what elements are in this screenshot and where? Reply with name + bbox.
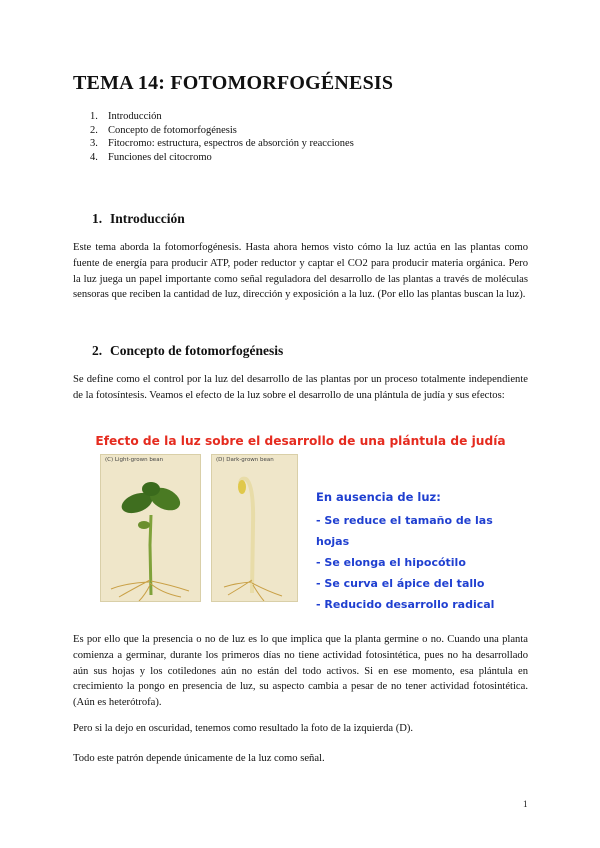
section-2-paragraph: Se define como el control por la luz del desarrollo de las plantas por un proceso totalmente independiente de la fotosíntesis. Veamos el efecto de la luz sobre el desarrollo de una plántula de judía y sus efectos: — [73, 374, 528, 401]
dark-grown-bean-photo — [211, 454, 298, 602]
table-of-contents — [90, 110, 354, 164]
toc-number: 1. — [90, 111, 98, 122]
toc-label: Introducción — [108, 111, 162, 122]
paragraph-darkness: Pero si la dejo en oscuridad, tenemos como resultado la foto de la izquierda (D). — [73, 723, 414, 734]
effect-item: - Se elonga el hipocótilo — [316, 556, 466, 569]
toc-item — [90, 110, 354, 124]
toc-number: 4. — [90, 151, 98, 163]
section-title: Concepto de fotomorfogénesis — [110, 343, 284, 358]
figure-title: Efecto de la luz sobre el desarrollo de una plántula de judía — [95, 434, 506, 448]
section-title: Introducción — [110, 211, 185, 226]
section-number: 1. — [92, 211, 103, 226]
section-1-paragraph: Este tema aborda la fotomorfogénesis. Hasta ahora hemos visto cómo la luz actúa en las plantas como fuente de energía para producir ATP, poder reductor y captar el CO2 para producir materia orgánica. Pero la luz juega un papel importante como señal reguladora del desarrollo de las plantas a través de moléculas sensoras que reciben la cantidad de luz, dirección y exposición a la luz. (Por ello las plantas buscan la luz). — [73, 242, 528, 301]
light-grown-seedling-image — [101, 455, 200, 601]
photo-caption: (D) Dark-grown bean — [216, 457, 274, 463]
effect-item: - Se curva el ápice del tallo — [316, 577, 485, 590]
toc-label: Funciones del citocromo — [108, 151, 212, 163]
effect-item: - Reducido desarrollo radical — [316, 598, 495, 611]
toc-number: 2. — [90, 124, 98, 136]
no-light-heading: En ausencia de luz: — [316, 490, 441, 504]
no-light-effects-list — [316, 510, 528, 615]
photo-caption: (C) Light-grown bean — [105, 457, 164, 463]
toc-number: 3. — [90, 138, 98, 149]
dark-grown-seedling-image — [212, 455, 297, 601]
toc-label: Concepto de fotomorfogénesis — [108, 124, 237, 136]
toc-label: Fitocromo: estructura, espectros de absorción y reacciones — [108, 138, 354, 149]
bean-seedling-figure — [73, 428, 528, 611]
paragraph-light-signal: Todo este patrón depende únicamente de la luz como señal. — [73, 753, 325, 764]
effect-item: - Se reduce el tamaño de las hojas — [316, 514, 493, 548]
page-title: TEMA 14: FOTOMORFOGÉNESIS — [73, 72, 394, 94]
paragraph-germination: Es por ello que la presencia o no de luz es lo que implica que la planta germine o no. Cuando una planta comienza a germinar, durante los primeros días no tiene actividad fotosintética, pues no ha desarrollado aún sus hojas y los cotiledones aún no están del todo activos. Si en ese momento, esa plántula en crecimiento la pongo en presencia de luz, su aspecto cambia a pesar de no tener actividad fotosintética. (Aún es heterótrofa). — [73, 634, 528, 709]
toc-item — [90, 124, 354, 138]
toc-item — [90, 151, 354, 165]
light-grown-bean-photo — [100, 454, 201, 602]
toc-item — [90, 137, 354, 151]
page-number: 1 — [523, 799, 528, 809]
section-2-heading — [92, 343, 283, 359]
section-number: 2. — [92, 343, 103, 358]
section-1-heading — [92, 211, 185, 227]
